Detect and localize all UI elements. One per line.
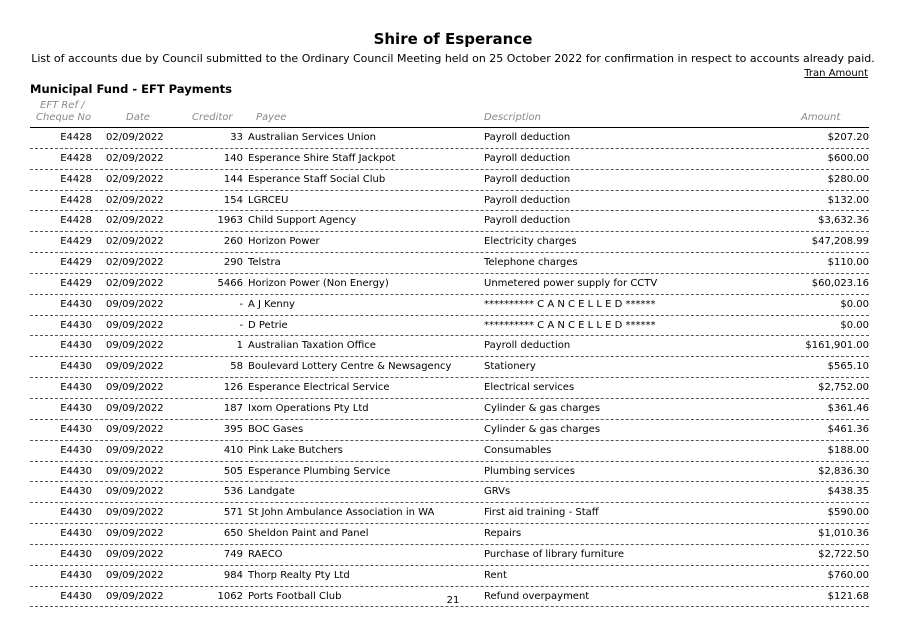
- cell-description: Purchase of library furniture: [484, 548, 624, 560]
- page-subtitle: List of accounts due by Council submitted to the Ordinary Council Meeting held on 25 October 2022 for confirmation in respect to accounts already paid.: [31, 52, 875, 65]
- cell-description: Payroll deduction: [484, 215, 571, 227]
- section-title: Municipal Fund - EFT Payments: [30, 82, 233, 96]
- cell-ref: E4430: [60, 402, 92, 414]
- table-row: [30, 399, 869, 420]
- cell-ref: E4429: [60, 257, 92, 269]
- table-row: [30, 128, 869, 149]
- cell-amount: $207.20: [827, 132, 869, 143]
- header-description: Description: [484, 112, 541, 123]
- cell-payee: LGRCEU: [248, 194, 289, 206]
- cell-description: Stationery: [484, 361, 536, 373]
- cell-payee: Landgate: [248, 486, 295, 498]
- cell-ref: E4430: [60, 465, 92, 477]
- page-number: 21: [446, 595, 460, 606]
- table-row: [30, 211, 869, 232]
- cell-date: 02/09/2022: [106, 236, 164, 248]
- cell-description: Refund overpayment: [484, 590, 590, 602]
- cell-description: Payroll deduction: [484, 173, 571, 185]
- header-creditor: Creditor: [192, 112, 233, 123]
- cell-ref: E4428: [60, 215, 92, 227]
- cell-amount: $590.00: [827, 507, 869, 519]
- table-row: [30, 191, 869, 212]
- cell-date: 02/09/2022: [106, 173, 164, 185]
- cell-payee: Pink Lake Butchers: [248, 444, 343, 456]
- header-date: Date: [126, 112, 150, 123]
- cell-ref: E4430: [60, 486, 92, 498]
- cell-creditor: 187: [223, 402, 243, 414]
- cell-creditor: 650: [223, 528, 243, 540]
- cell-ref: E4430: [60, 361, 92, 373]
- cell-amount: $110.00: [827, 257, 869, 269]
- cell-description: First aid training - Staff: [484, 507, 599, 519]
- cell-payee: Sheldon Paint and Panel: [248, 528, 369, 540]
- cell-amount: $0.00: [840, 298, 869, 310]
- cell-creditor: -: [239, 298, 243, 310]
- cell-date: 09/09/2022: [106, 298, 164, 310]
- cell-payee: St John Ambulance Association in WA: [248, 507, 435, 519]
- cell-payee: Ixom Operations Pty Ltd: [248, 402, 369, 414]
- cell-creditor: 410: [223, 444, 243, 456]
- cell-date: 09/09/2022: [106, 569, 164, 581]
- cell-creditor: 571: [223, 507, 243, 519]
- table-row: [30, 253, 869, 274]
- page-title: Shire of Esperance: [373, 30, 533, 48]
- cell-creditor: 33: [230, 132, 243, 143]
- cell-payee: Thorp Realty Pty Ltd: [248, 569, 350, 581]
- cell-date: 09/09/2022: [106, 507, 164, 519]
- cell-ref: E4428: [60, 173, 92, 185]
- cell-date: 09/09/2022: [106, 340, 164, 352]
- cell-date: 02/09/2022: [106, 277, 164, 289]
- cell-creditor: 1963: [217, 215, 243, 227]
- cell-creditor: 505: [223, 465, 243, 477]
- table-row: [30, 441, 869, 462]
- cell-date: 09/09/2022: [106, 319, 164, 331]
- cell-description: Payroll deduction: [484, 194, 571, 206]
- table-row: [30, 566, 869, 587]
- cell-date: 09/09/2022: [106, 486, 164, 498]
- cell-amount: $47,208.99: [811, 236, 869, 248]
- cell-creditor: 1062: [217, 590, 243, 602]
- table-row: [30, 149, 869, 170]
- cell-payee: Esperance Shire Staff Jackpot: [248, 152, 396, 164]
- cell-creditor: -: [239, 319, 243, 331]
- cell-ref: E4430: [60, 444, 92, 456]
- header-amount: Amount: [801, 112, 841, 123]
- cell-payee: Horizon Power (Non Energy): [248, 277, 389, 289]
- cell-description: Electrical services: [484, 382, 575, 394]
- cell-date: 02/09/2022: [106, 152, 164, 164]
- cell-payee: Esperance Electrical Service: [248, 382, 390, 394]
- cell-payee: Australian Services Union: [248, 132, 376, 143]
- cell-ref: E4429: [60, 236, 92, 248]
- cell-amount: $121.68: [827, 590, 869, 602]
- cell-amount: $280.00: [827, 173, 869, 185]
- cell-amount: $461.36: [827, 423, 869, 435]
- payments-table: [30, 128, 869, 607]
- cell-creditor: 290: [223, 257, 243, 269]
- cell-creditor: 140: [223, 152, 243, 164]
- cell-payee: Telstra: [248, 257, 281, 269]
- cell-ref: E4429: [60, 277, 92, 289]
- cell-creditor: 395: [223, 423, 243, 435]
- table-row: [30, 524, 869, 545]
- cell-date: 09/09/2022: [106, 361, 164, 373]
- table-row: [30, 295, 869, 316]
- cell-creditor: 58: [230, 361, 243, 373]
- cell-amount: $438.35: [827, 486, 869, 498]
- cell-date: 02/09/2022: [106, 194, 164, 206]
- cell-amount: $361.46: [827, 402, 869, 414]
- cell-ref: E4430: [60, 507, 92, 519]
- cell-amount: $60,023.16: [811, 277, 869, 289]
- cell-ref: E4430: [60, 569, 92, 581]
- cell-ref: E4430: [60, 590, 92, 602]
- cell-amount: $2,722.50: [818, 548, 869, 560]
- cell-date: 02/09/2022: [106, 257, 164, 269]
- table-row: [30, 274, 869, 295]
- cell-description: Payroll deduction: [484, 340, 571, 352]
- cell-description: Payroll deduction: [484, 132, 571, 143]
- cell-payee: Child Support Agency: [248, 215, 357, 227]
- cell-payee: RAECO: [248, 548, 283, 560]
- cell-description: Repairs: [484, 528, 522, 540]
- cell-description: GRVs: [484, 486, 511, 498]
- cell-date: 09/09/2022: [106, 382, 164, 394]
- cell-creditor: 5466: [217, 277, 243, 289]
- cell-creditor: 154: [223, 194, 243, 206]
- cell-payee: Esperance Plumbing Service: [248, 465, 391, 477]
- cell-amount: $760.00: [827, 569, 869, 581]
- table-row: [30, 545, 869, 566]
- cell-amount: $188.00: [827, 444, 869, 456]
- table-row: [30, 503, 869, 524]
- cell-description: ********** C A N C E L L E D ******: [484, 298, 656, 310]
- cell-description: Rent: [484, 569, 507, 581]
- cell-date: 09/09/2022: [106, 465, 164, 477]
- cell-creditor: 1: [236, 340, 243, 352]
- cell-amount: $2,752.00: [818, 382, 869, 394]
- cell-date: 02/09/2022: [106, 132, 164, 143]
- table-row: [30, 420, 869, 441]
- cell-date: 09/09/2022: [106, 528, 164, 540]
- cell-amount: $161,901.00: [805, 340, 869, 352]
- table-row: [30, 316, 869, 337]
- cell-amount: $565.10: [827, 361, 869, 373]
- cell-payee: Horizon Power: [248, 236, 320, 248]
- cell-amount: $600.00: [827, 152, 869, 164]
- cell-description: Cylinder & gas charges: [484, 402, 601, 414]
- cell-description: Payroll deduction: [484, 152, 571, 164]
- cell-creditor: 260: [223, 236, 243, 248]
- cell-description: Electricity charges: [484, 236, 577, 248]
- table-row: [30, 170, 869, 191]
- cell-date: 09/09/2022: [106, 423, 164, 435]
- cell-description: Cylinder & gas charges: [484, 423, 601, 435]
- cell-amount: $3,632.36: [818, 215, 869, 227]
- header-ref-line2: Cheque No: [36, 112, 92, 123]
- cell-date: 09/09/2022: [106, 402, 164, 414]
- cell-amount: $1,010.36: [818, 528, 869, 540]
- cell-ref: E4428: [60, 152, 92, 164]
- header-payee: Payee: [256, 112, 287, 123]
- cell-date: 02/09/2022: [106, 215, 164, 227]
- cell-ref: E4428: [60, 194, 92, 206]
- cell-amount: $132.00: [827, 194, 869, 206]
- cell-payee: Boulevard Lottery Centre & Newsagency: [248, 361, 452, 373]
- cell-ref: E4430: [60, 528, 92, 540]
- cell-creditor: 749: [223, 548, 243, 560]
- tran-amount-label: Tran Amount: [804, 68, 868, 79]
- cell-payee: BOC Gases: [248, 423, 304, 435]
- cell-payee: A J Kenny: [248, 298, 295, 310]
- table-row: [30, 482, 869, 503]
- cell-description: Telephone charges: [484, 257, 578, 269]
- cell-description: Consumables: [484, 444, 552, 456]
- cell-date: 09/09/2022: [106, 444, 164, 456]
- table-row: [30, 462, 869, 483]
- cell-creditor: 536: [223, 486, 243, 498]
- cell-amount: $0.00: [840, 319, 869, 331]
- cell-ref: E4430: [60, 548, 92, 560]
- cell-payee: Australian Taxation Office: [248, 340, 376, 352]
- table-row: [30, 232, 869, 253]
- cell-payee: Ports Football Club: [248, 590, 342, 602]
- header-ref-line1: EFT Ref /: [40, 100, 85, 111]
- cell-ref: E4430: [60, 298, 92, 310]
- cell-description: ********** C A N C E L L E D ******: [484, 319, 656, 331]
- cell-ref: E4430: [60, 382, 92, 394]
- cell-date: 09/09/2022: [106, 590, 164, 602]
- cell-ref: E4430: [60, 423, 92, 435]
- cell-payee: Esperance Staff Social Club: [248, 173, 386, 185]
- cell-creditor: 144: [223, 173, 243, 185]
- cell-ref: E4430: [60, 340, 92, 352]
- cell-ref: E4428: [60, 132, 92, 143]
- cell-payee: D Petrie: [248, 319, 288, 331]
- cell-date: 09/09/2022: [106, 548, 164, 560]
- cell-amount: $2,836.30: [818, 465, 869, 477]
- table-row: [30, 357, 869, 378]
- cell-creditor: 984: [223, 569, 243, 581]
- table-row: [30, 378, 869, 399]
- table-row: [30, 336, 869, 357]
- cell-ref: E4430: [60, 319, 92, 331]
- cell-description: Plumbing services: [484, 465, 575, 477]
- cell-creditor: 126: [223, 382, 243, 394]
- cell-description: Unmetered power supply for CCTV: [484, 277, 658, 289]
